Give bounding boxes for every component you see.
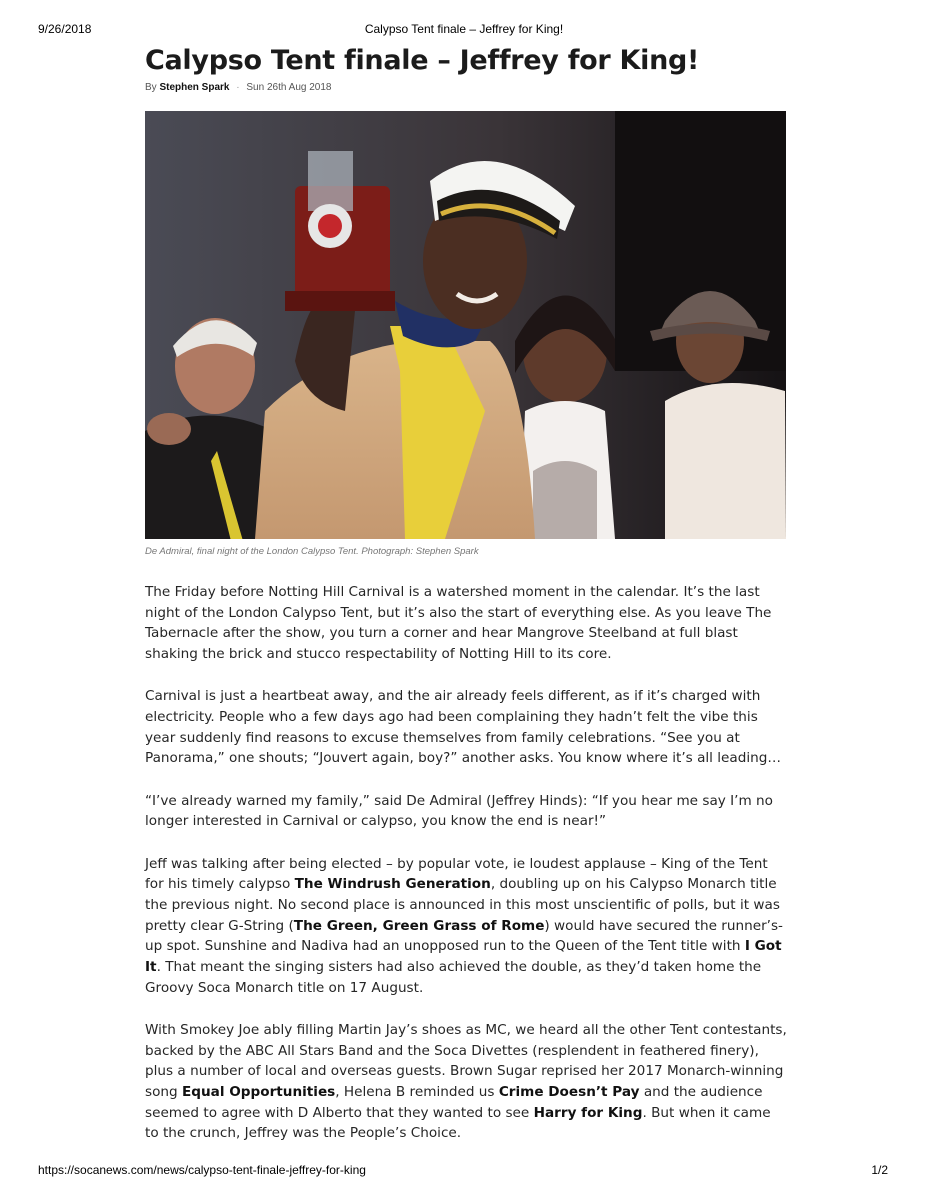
byline-prefix: By — [145, 82, 157, 93]
song-title-crime-doesnt-pay: Crime Doesn’t Pay — [498, 1084, 640, 1101]
print-footer-page-number: 1/2 — [871, 1163, 888, 1177]
byline — [145, 82, 787, 96]
publish-date: Sun 26th Aug 2018 — [246, 82, 332, 93]
song-title-windrush: The Windrush Generation — [294, 876, 491, 893]
paragraph-5-text: , Helena B reminded us — [335, 1084, 499, 1101]
print-header-date: 9/26/2018 — [38, 22, 92, 36]
article-body — [145, 582, 787, 1144]
song-title-equal-opportunities: Equal Opportunities — [181, 1084, 336, 1101]
song-title-harry-for-king: Harry for King — [533, 1104, 643, 1121]
song-title-green-grass: The Green, Green Grass of Rome — [293, 917, 545, 934]
paragraph-4-text: . That meant the singing sisters had also achieved the double, as they’d taken home the Groovy Soca Monarch title on 17 August. — [145, 959, 762, 996]
article-title: Calypso Tent finale – Jeffrey for King! — [145, 45, 700, 76]
article — [145, 44, 787, 1166]
article-photo — [145, 111, 786, 539]
paragraph-4-text: Jeff was talking after being elected – by popular vote, ie loudest applause – King of the Tent for his timely calypso — [145, 855, 768, 893]
paragraph-3: “I’ve already warned my family,” said De Admiral (Jeffrey Hinds): “If you hear me say I’m no longer interested in Carnival or calypso, you know the end is near!” — [145, 792, 773, 830]
image-caption: De Admiral, final night of the London Calypso Tent. Photograph: Stephen Spark — [145, 546, 479, 557]
paragraph-5 — [145, 1020, 787, 1144]
print-footer-url: https://socanews.com/news/calypso-tent-finale-jeffrey-for-king — [38, 1163, 366, 1177]
paragraph-2: Carnival is just a heartbeat away, and the air already feels different, as if it’s charged with electricity. People who a few days ago had been complaining they hadn’t felt the vibe this year suddenly find reasons to excuse themselves from family celebrations. “See you at Panorama,” one shouts; “Jouvert again, boy?” another asks. You know where it’s all leading… — [145, 688, 781, 767]
byline-separator: · — [236, 82, 240, 93]
paragraph-5-text: . But when it came to the crunch, Jeffrey was the People’s Choice. — [145, 1104, 771, 1142]
paragraph-5-text: With Smokey Joe ably filling Martin Jay’s shoes as MC, we heard all the other Tent contestants, backed by the ABC All Stars Band and the Soca Divettes (resplendent in feathered finery), plus a number of local and overseas guests. Brown Sugar reprised her 2017 Monarch-winning song — [145, 1021, 787, 1101]
print-header-title: Calypso Tent finale – Jeffrey for King! — [364, 22, 564, 36]
paragraph-4-text: ) would have secured the runner’s-up spot. Sunshine and Nadiva had an unopposed run to the Queen of the Tent title with — [145, 917, 783, 955]
song-title-i-got-it: I Got It — [145, 938, 782, 976]
paragraph-4-text: , doubling up on his Calypso Monarch title the previous night. No second place is announced in this most unscientific of polls, but it was pretty clear G-String ( — [145, 876, 780, 934]
paragraph-1: The Friday before Notting Hill Carnival is a watershed moment in the calendar. It’s the last night of the London Calypso Tent, but it’s also the start of everything else. As you leave The Tabernacle after the show, you turn a corner and hear Mangrove Steelband at full blast shaking the brick and stucco respectability of Notting Hill to its core. — [145, 584, 772, 663]
author-link[interactable]: Stephen Spark — [159, 82, 230, 93]
paragraph-5-text: and the audience seemed to agree with D Alberto that they wanted to see — [145, 1084, 763, 1121]
paragraph-4 — [145, 854, 787, 999]
photo-illustration — [145, 111, 786, 539]
